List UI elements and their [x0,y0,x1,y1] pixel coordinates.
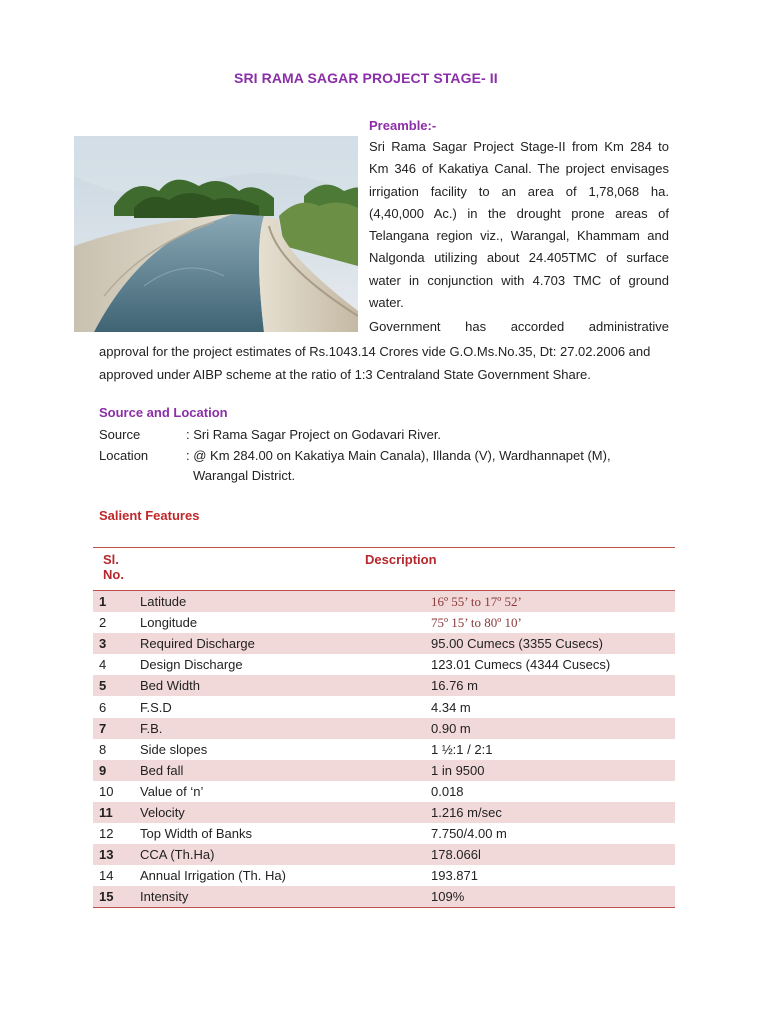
row-number: 3 [93,633,140,654]
row-value: 0.018 [431,783,464,799]
row-description: Intensity [140,886,431,908]
table-row [93,844,675,865]
table-row [93,654,675,675]
table-row [93,718,675,739]
table-row [93,633,675,654]
row-number: 13 [93,844,140,865]
row-number: 11 [93,802,140,823]
location-label: Location [99,448,149,463]
row-description: F.S.D [140,699,172,715]
row-description: Velocity [140,802,431,823]
row-value: 7.750/4.00 m [431,826,507,842]
row-description: Value of ‘n’ [140,783,204,799]
table-row [93,781,675,802]
no-header-text: No. [103,567,124,582]
table-row [93,696,675,717]
row-value: 1 in 9500 [431,760,675,781]
row-description: CCA (Th.Ha) [140,844,431,865]
row-value: 1 ½:1 / 2:1 [431,741,493,757]
table-row [93,802,675,823]
table-row [93,675,675,696]
row-number: 15 [93,886,140,908]
row-number: 9 [93,760,140,781]
source-value: : Sri Rama Sagar Project on Godavari River. [186,427,442,442]
row-description: Annual Irrigation (Th. Ha) [140,868,286,884]
row-number: 1 [93,591,140,613]
table-row [93,739,675,760]
row-value: 75º 15’ to 80º 10’ [431,614,522,630]
location-value-2: Warangal District. [193,468,296,483]
row-description: Top Width of Banks [140,826,252,842]
row-number: 7 [93,718,140,739]
table-row [93,886,675,908]
row-value: 4.34 m [431,699,471,715]
table-row [93,591,675,613]
table-row [93,823,675,844]
preamble-heading: Preamble:- [369,118,437,133]
source-location-heading: Source and Location [99,405,228,420]
document-title: SRI RAMA SAGAR PROJECT STAGE- II [234,70,498,86]
canal-photo [74,136,358,332]
row-description: Bed fall [140,760,431,781]
table-row [93,865,675,886]
approval-paragraph-start: Government has accorded administrative [369,319,669,334]
salient-features-heading: Salient Features [99,508,200,523]
row-number: 10 [99,783,114,799]
row-value: 16º 55’ to 17º 52’ [431,591,675,613]
preamble-paragraph: Sri Rama Sagar Project Stage-II from Km 284 to Km 346 of Kakatiya Canal. The project envisages irrigation facility to an area of 1,78,068 ha. (4,40,000 Ac.) in the drought prone areas of Telangana region viz., Warangal, Khammam and Nalgonda utilizing about 24.405TMC of surface water in conjunction with 4.703 TMC of ground water. [369,139,669,311]
row-number: 4 [99,657,107,673]
row-value: 16.76 m [431,675,675,696]
row-value: 95.00 Cumecs (3355 Cusecs) [431,633,675,654]
location-value: : @ Km 284.00 on Kakatiya Main Canala), Illanda (V), Wardhannapet (M), [186,448,611,463]
row-description: Side slopes [140,741,208,757]
row-value: 0.90 m [431,718,675,739]
row-description: Bed Width [140,675,431,696]
row-value: 193.871 [431,868,478,884]
row-number: 6 [99,699,107,715]
row-value: 1.216 m/sec [431,802,675,823]
canal-image [74,136,358,332]
salient-features-table [93,547,675,908]
approval-paragraph: approval for the project estimates of Rs.1043.14 Crores vide G.O.Ms.No.35, Dt: 27.02.2006 and approved under AIBP scheme at the ratio of 1:3 Centraland State Government Share. [99,344,651,382]
row-description: Design Discharge [140,657,243,673]
row-number: 12 [99,826,114,842]
row-number: 8 [99,741,107,757]
row-description: Longitude [140,615,198,631]
sl-no-header [93,548,140,591]
row-value: 123.01 Cumecs (4344 Cusecs) [431,657,611,673]
row-description: Required Discharge [140,633,431,654]
row-number: 5 [93,675,140,696]
description-header: Description [140,548,675,591]
row-number: 2 [99,615,107,631]
row-value: 109% [431,886,675,908]
sl-header-text: Sl. [103,552,119,567]
row-description: F.B. [140,718,431,739]
row-value: 178.066l [431,844,675,865]
table-row [93,760,675,781]
table-row [93,612,675,633]
table-header-row [93,548,675,591]
row-number: 14 [99,868,114,884]
source-label: Source [99,427,141,442]
row-description: Latitude [140,591,431,613]
